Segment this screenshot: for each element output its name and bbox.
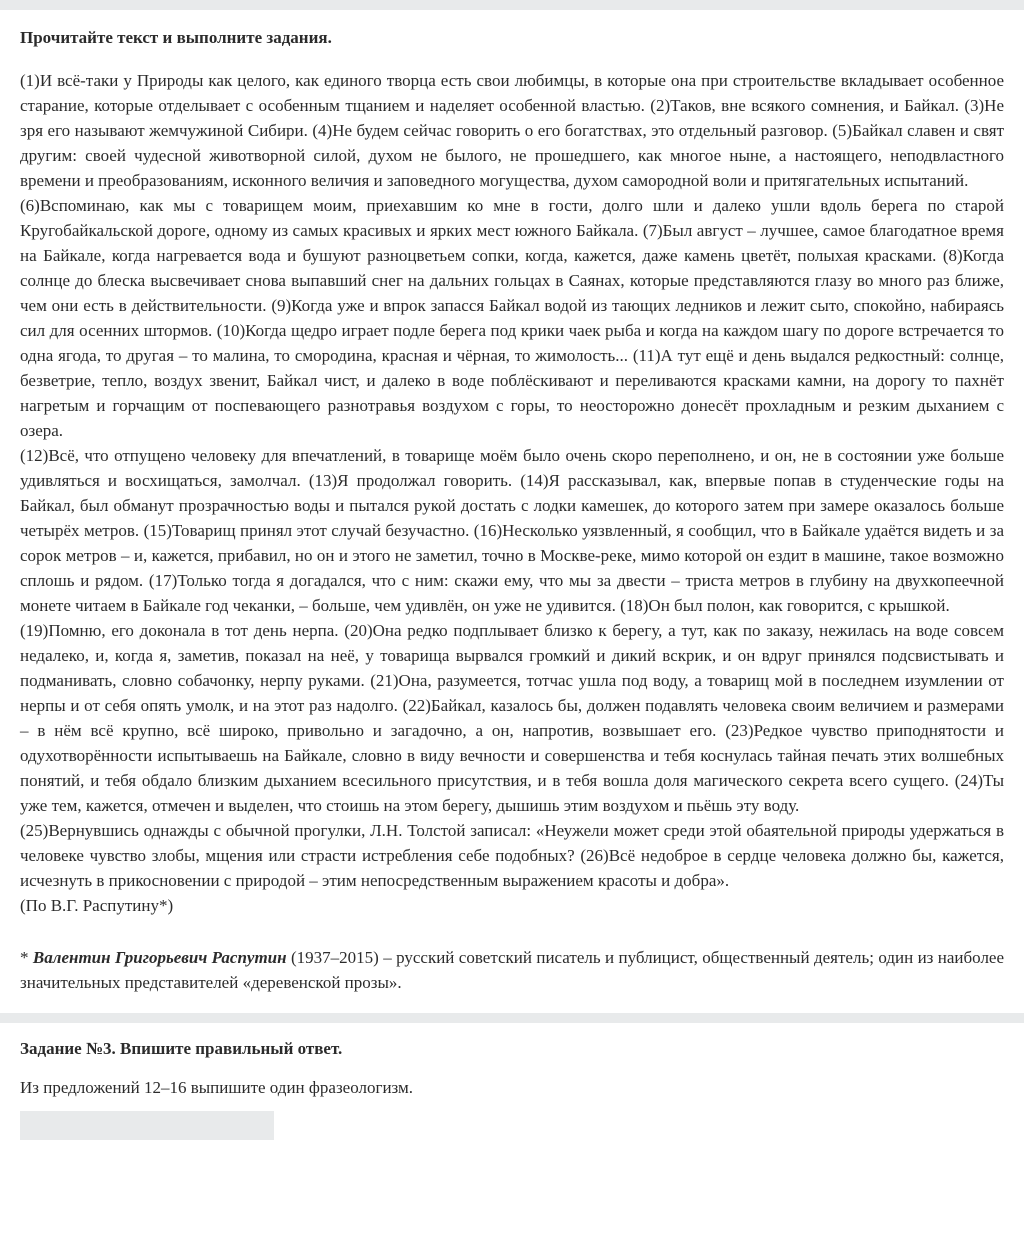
task-prompt: Из предложений 12–16 выпишите один фразеологизм.: [20, 1078, 414, 1097]
footnote-author-name: Валентин Григорьевич Распутин: [32, 948, 287, 967]
task-panel: [0, 1039, 1024, 1140]
section-divider: [0, 1013, 1024, 1023]
text-paragraph-4: (19)Помню, его доконала в тот день нерпа. (20)Она редко подплывает близко к берегу, а тут, как по заказу, нежилась на воде совсем недалеко, и, когда я, заметив, показал на неё, у товарища вырвался громкий и дикий вскрик, и он вдруг принялся подсвистывать и подманивать, словно собачонку, нерпу руками. (21)Она, разумеется, тотчас ушла под воду, а товарищ мой в последнем изумлении от нерпы и от себя опять умолк, и на этот раз надолго. (22)Байкал, казалось бы, должен подавлять человека своим величием и размерами – в нём всё крупно, всё широко, привольно и загадочно, а он, напротив, возвышает его. (23)Редкое чувство приподнятости и одухотворённости испытываешь на Байкале, словно в виду вечности и совершенства и тебя коснулась тайная печать этих волшебных понятий, и тебя обдало близким дыханием всесильного присутствия, и в тебя вошла доля магического секрета всего сущего. (24)Ты уже тем, кажется, отмечен и выделен, что стоишь на этом берегу, дышишь этим воздухом и пьёшь эту воду.: [20, 621, 1004, 815]
reading-panel: [0, 28, 1024, 995]
footnote-description: (1937–2015) – русский советский писатель и публицист, общественный деятель; один из наиболее значительных представителей «деревенской прозы».: [20, 948, 1005, 992]
reading-text: [20, 68, 1004, 918]
top-divider: [0, 0, 1024, 10]
task-title: Задание №3. Впишите правильный ответ.: [20, 1039, 343, 1058]
text-paragraph-2: (6)Вспоминаю, как мы с товарищем моим, приехавшим ко мне в гости, долго шли и далеко ушли вдоль берега по старой Кругобайкальской дороге, одному из самых красивых и ярких мест южного Байкала. (7)Был август – лучшее, самое благодатное время на Байкале, когда нагревается вода и бушуют разноцветьем сопки, когда, кажется, даже камень цветёт, полыхая красками. (8)Когда солнце до блеска высвечивает снова выпавший снег на дальних гольцах в Саянах, которые представляются глазу во много раз ближе, чем они есть в действительности. (9)Когда уже и впрок запасся Байкал водой из тающих ледников и лежит сыто, спокойно, набираясь сил для осенних штормов. (10)Когда щедро играет подле берега под крики чаек рыба и когда на каждом шагу по дороге встречается то одна ягода, то другая – то малина, то смородина, красная и чёрная, то жимолость... (11)А тут ещё и день выдался редкостный: солнце, безветрие, тепло, воздух звенит, Байкал чист, и далеко в воде поблёскивают и переливаются красками камни, на дорогу то пахнёт нагретым и горчащим от поспевающего разнотравья воздухом с горы, то неосторожно донесёт прохладным и резким дыханием с озера.: [20, 196, 1004, 440]
text-paragraph-3: (12)Всё, что отпущено человеку для впечатлений, в товарище моём было очень скоро переполнено, и он, не в состоянии уже больше удивляться и восхищаться, замолчал. (13)Я продолжал говорить. (14)Я рассказывал, как, впервые попав в студенческие годы на Байкал, был обманут прозрачностью воды и пытался рукой достать с лодки камешек, до которого затем при замере оказалось больше четырёх метров. (15)Товарищ принял этот случай безучастно. (16)Несколько уязвленный, я сообщил, что в Байкале удаётся видеть и за сорок метров – и, кажется, прибавил, но он и этого не заметил, точно в Москве-реке, мимо которой он ездит в машине, такое возможно сплошь и рядом. (17)Только тогда я догадался, что с ним: скажи ему, что мы за двести – триста метров в глубину на двухкопеечной монете читаем в Байкале год чеканки, – больше, чем удивлён, он уже не удивится. (18)Он был полон, как говорится, с крышкой.: [20, 446, 1004, 615]
text-source: (По В.Г. Распутину*): [20, 896, 174, 915]
author-footnote: [20, 945, 1004, 995]
text-paragraph-1: (1)И всё-таки у Природы как целого, как единого творца есть свои любимцы, в которые она при строительстве вкладывает особенное старание, которые отделывает с особенным тщанием и наделяет особенной властью. (2)Таков, вне всякого сомнения, и Байкал. (3)Не зря его называют жемчужиной Сибири. (4)Не будем сейчас говорить о его богатствах, это отдельный разговор. (5)Байкал славен и свят другим: своей чудесной животворной силой, духом не былого, не прошедшего, как многое ныне, а настоящего, неподвластного времени и преобразованиям, исконного величия и заповедного могущества, духом самородной воли и притягательных испытаний.: [20, 71, 1004, 190]
text-paragraph-5: (25)Вернувшись однажды с обычной прогулки, Л.Н. Толстой записал: «Неужели может среди этой обаятельной природы удержаться в человеке чувство злобы, мщения или страсти истребления себе подобных? (26)Всё недоброе в сердце человека должно бы, кажется, исчезнуть в прикосновении с природой – этим непосредственным выражением красоты и добра».: [20, 821, 1004, 890]
footnote-mark: *: [20, 948, 33, 967]
answer-input[interactable]: [20, 1111, 274, 1140]
reading-instruction: Прочитайте текст и выполните задания.: [20, 28, 332, 47]
